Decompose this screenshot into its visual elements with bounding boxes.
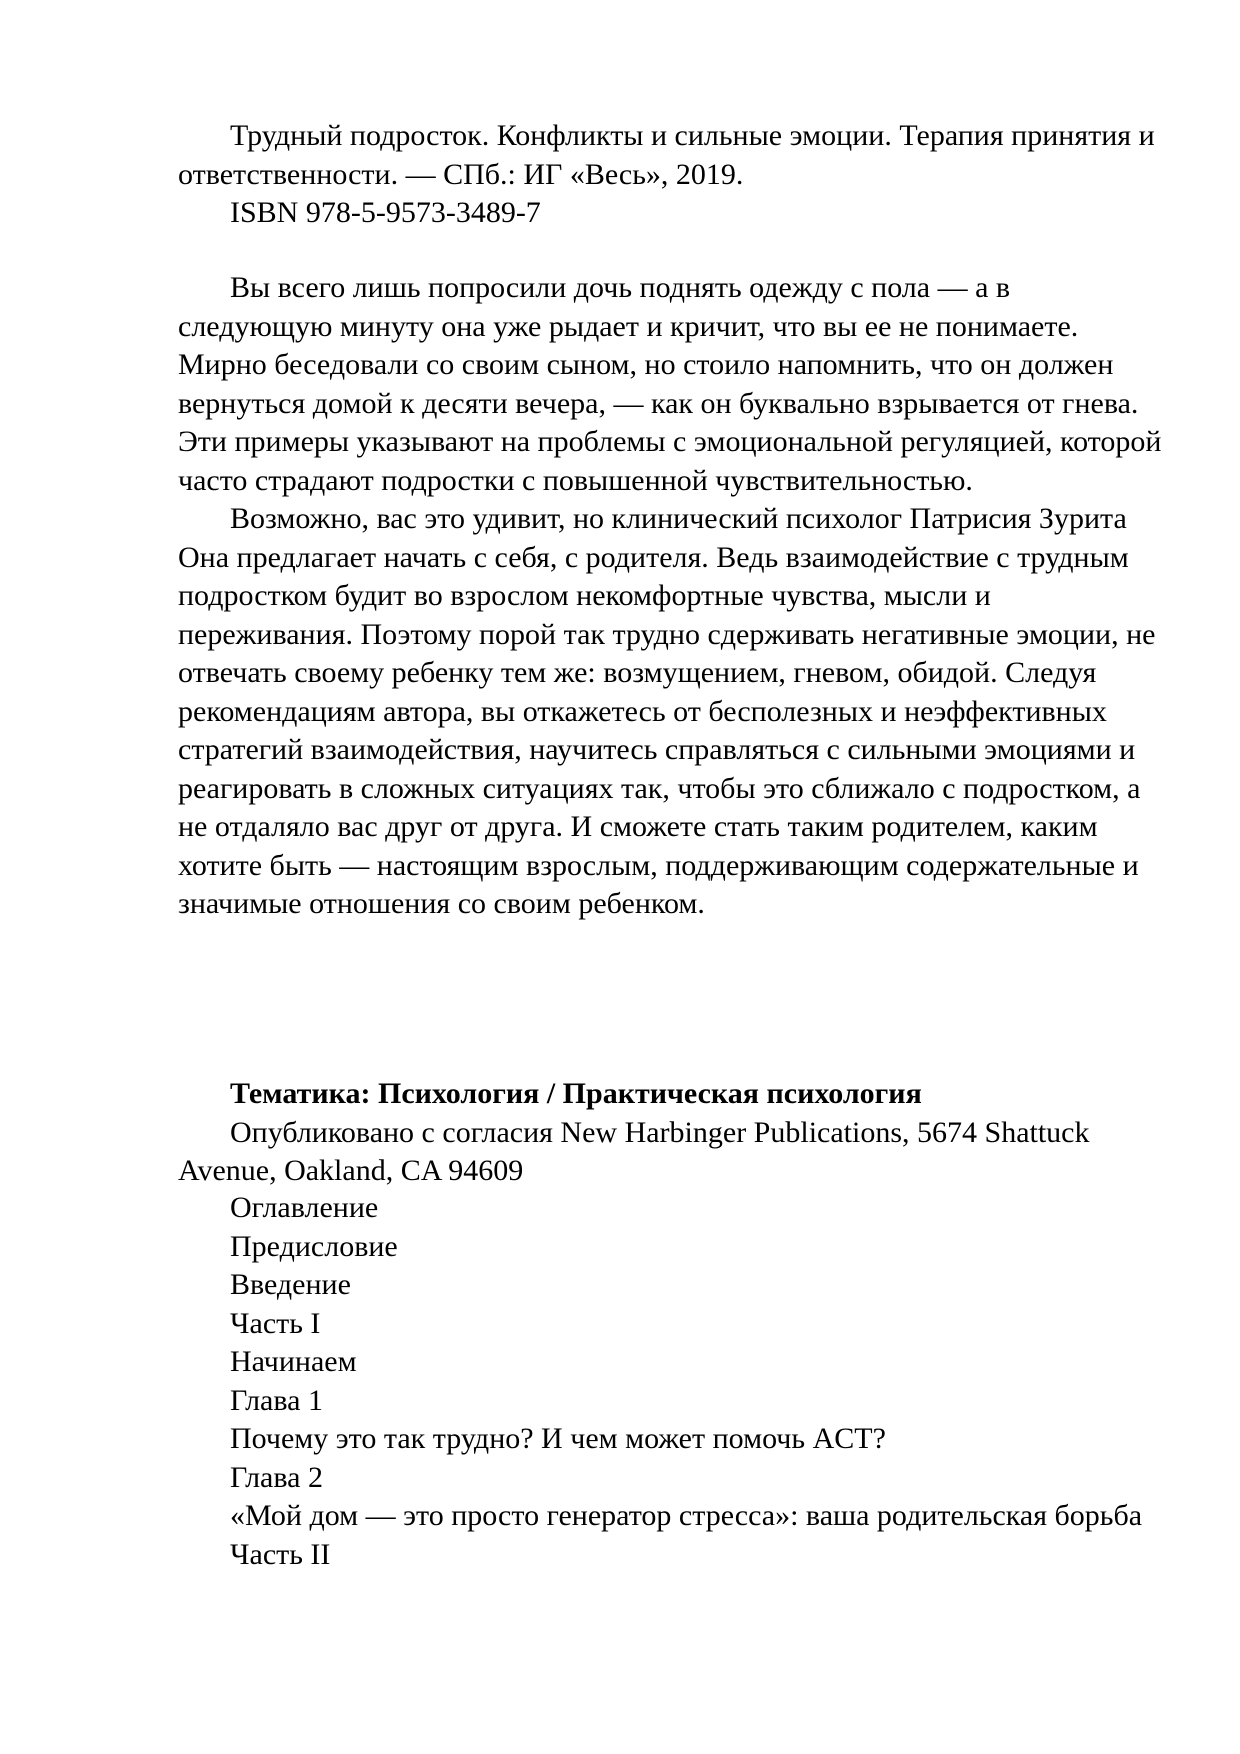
table-of-contents bbox=[178, 1189, 1168, 1574]
subject-heading: Тематика: Психология / Практическая психология bbox=[230, 1077, 922, 1110]
toc-item: Часть II bbox=[230, 1537, 331, 1571]
isbn: ISBN 978-5-9573-3489-7 bbox=[230, 196, 541, 229]
toc-item: Почему это так трудно? И чем может помочь ACT? bbox=[230, 1422, 886, 1455]
toc-item: Часть I bbox=[230, 1306, 321, 1340]
bibliography-citation: Трудный подросток. Конфликты и сильные эмоции. Терапия принятия и ответственности. — СПб.: ИГ «Весь», 2019. bbox=[178, 119, 1155, 191]
description-block bbox=[178, 269, 1168, 924]
toc-item: Начинаем bbox=[230, 1345, 357, 1378]
toc-item: Оглавление bbox=[230, 1191, 379, 1224]
toc-item: Введение bbox=[230, 1268, 351, 1301]
metadata-block bbox=[178, 1075, 1168, 1191]
publisher-note: Опубликовано с согласия New Harbinger Publications, 5674 Shattuck Avenue, Oakland, CA 94609 bbox=[178, 1115, 1090, 1187]
description-paragraph: Возможно, вас это удивит, но клинический психолог Патрисия Зурита Она предлагает начать с себя, с родителя. Ведь взаимодействие с трудным подростком будит во взрослом некомфортные чувства, мысли и переживания. Поэтому порой так трудно сдерживать негативные эмоции, не отвечать своему ребенку тем же: возмущением, гневом, обидой. Следуя рекомендациям автора, вы откажетесь от бесполезных и неэффективных стратегий взаимодействия, научитесь справляться с сильными эмоциями и реагировать в сложных ситуациях так, чтобы это сближало с подростком, а не отдаляло вас друг от друга. И сможете стать таким родителем, каким хотите быть — настоящим взрослым, поддерживающим содержательные и значимые отношения со своим ребенком. bbox=[178, 502, 1156, 920]
toc-item: «Мой дом — это просто генератор стресса»: ваша родительская борьба bbox=[230, 1499, 1143, 1532]
bibliography-block bbox=[178, 117, 1168, 233]
toc-item: Глава 2 bbox=[230, 1460, 323, 1494]
description-paragraph: Вы всего лишь попросили дочь поднять одежду с пола — а в следующую минуту она уже рыдает и кричит, что вы ее не понимаете. Мирно беседовали со своим сыном, но стоило напомнить, что он должен вернуться домой к десяти вечера, — как он буквально взрывается от гнева. Эти примеры указывают на проблемы с эмоциональной регуляцией, которой часто страдают подростки с повышенной чувствительностью. bbox=[178, 271, 1162, 497]
toc-item: Глава 1 bbox=[230, 1383, 323, 1417]
toc-item: Предисловие bbox=[230, 1229, 398, 1263]
